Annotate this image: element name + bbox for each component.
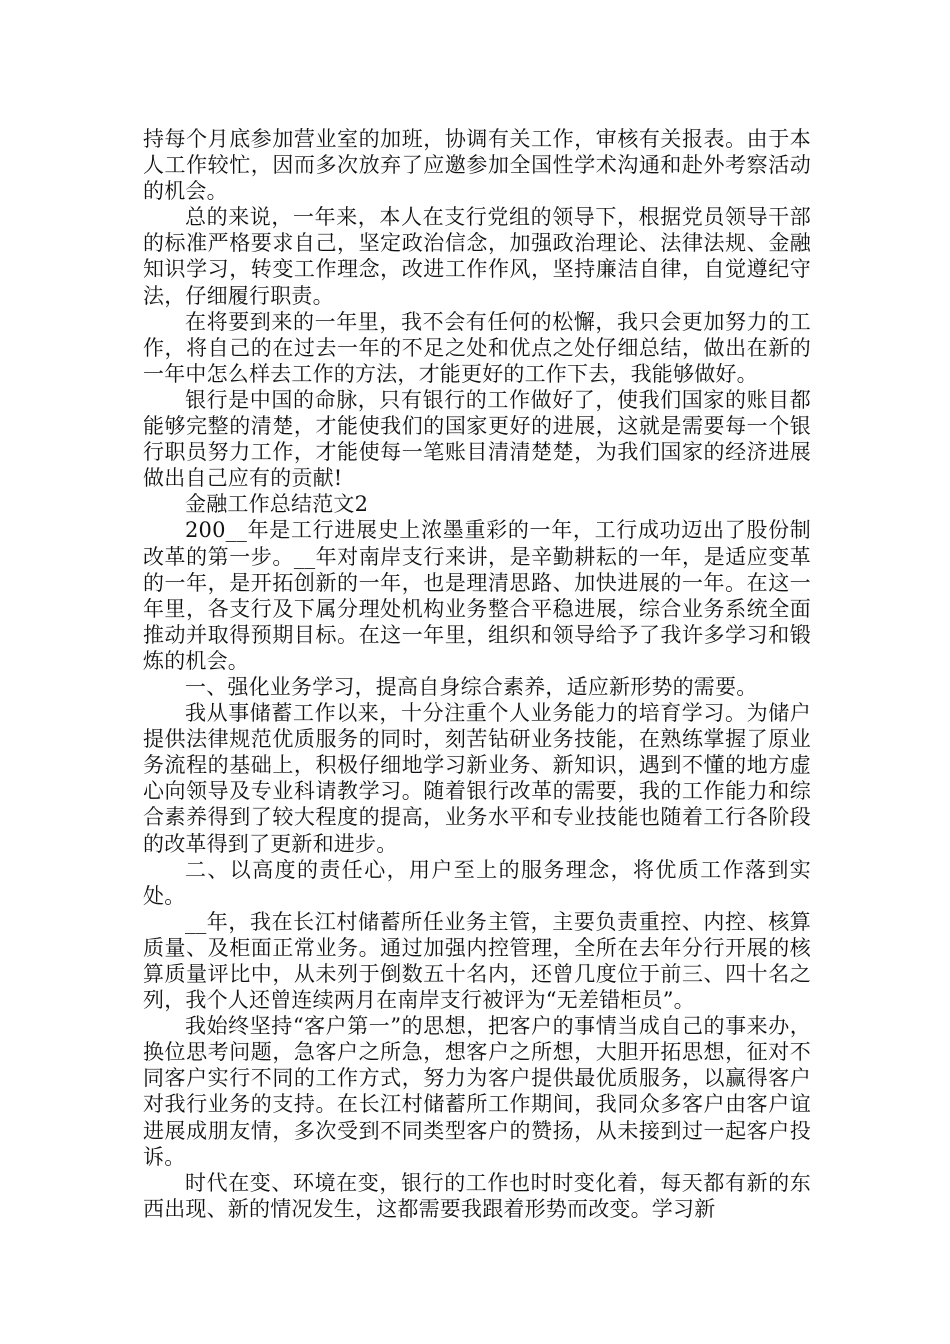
paragraph-customer-first: 我始终坚持“客户第一”的思想，把客户的事情当成自己的事来办，换位思考问题，急客户之所急，想客户之所想，大胆开拓思想，征对不同客户实行不同的工作方式，努力为客户提供最优质服务，以赢得客户对我行业务的支持。在长江村储蓄所工作期间，我同众多客户由客户谊进展成朋友情，多次受到不同类型客户的赞扬，从未接到过一起客户投诉。 <box>143 1014 811 1169</box>
section-heading: 金融工作总结范文2 <box>185 492 369 517</box>
paragraph-next-year: 在将要到来的一年里，我不会有任何的松懈，我只会更加努力的工作，将自己的在过去一年的不足之处和优点之处仔细总结，做出在新的一年中怎么样去工作的方法，才能更好的工作下去，我能够做好。 <box>143 309 811 386</box>
paragraph-point-two: 二、以高度的责任心，用户至上的服务理念，将优质工作落到实处。 <box>143 857 811 908</box>
paragraph-savings-work: 我从事储蓄工作以来，十分注重个人业务能力的培育学习。为储户提供法律规范优质服务的同时，刻苦钻研业务技能，在熟练掌握了原业务流程的基础上，积极仔细地学习新业务、新知识，遇到不懂的地方虚心向领导及专业科请教学习。随着银行改革的需要，我的工作能力和综合素养得到了较大程度的提高，业务水平和专业技能也随着工行各阶段的改革得到了更新和进步。 <box>143 701 811 856</box>
document-body <box>143 126 811 1222</box>
paragraph-changing-times: 时代在变、环境在变，银行的工作也时时变化着，每天都有新的东西出现、新的情况发生，这都需要我跟着形势而改变。学习新 <box>143 1170 811 1221</box>
paragraph-supervisor: __年，我在长江村储蓄所任业务主管，主要负责重控、内控、核算质量、及柜面正常业务。通过加强内控管理，全所在去年分行开展的核算质量评比中，从未列于倒数五十名内，还曾几度位于前三、四十名之列，我个人还曾连续两月在南岸支行被评为“无差错柜员”。 <box>143 909 811 1013</box>
paragraph-point-one: 一、强化业务学习，提高自身综合素养，适应新形势的需要。 <box>185 674 758 699</box>
paragraph-reform-year: 200__年是工行进展史上浓墨重彩的一年，工行成功迈出了股份制改革的第一步。__年对南岸支行来讲，是辛勤耕耘的一年，是适应变革的一年，是开拓创新的一年，也是理清思路、加快进展的一年。在这一年里，各支行及下属分理处机构业务整合平稳进展，综合业务系统全面推动并取得预期目标。在这一年里，组织和领导给予了我许多学习和锻炼的机会。 <box>143 518 811 673</box>
paragraph-bank-lifeline: 银行是中国的命脉，只有银行的工作做好了，使我们国家的账目都能够完整的清楚，才能使我们的国家更好的进展，这就是需要每一个银行职员努力工作，才能使每一笔账目清清楚楚，为我们国家的经济进展做出自己应有的贡献! <box>143 387 811 491</box>
paragraph-continuation: 持每个月底参加营业室的加班，协调有关工作，审核有关报表。由于本人工作较忙，因而多次放弃了应邀参加全国性学术沟通和赴外考察活动的机会。 <box>143 127 811 204</box>
paragraph-summary: 总的来说，一年来，本人在支行党组的领导下，根据党员领导干部的标准严格要求自己，坚定政治信念，加强政治理论、法律法规、金融知识学习，转变工作理念，改进工作作风，坚持廉洁自律，自觉遵纪守法，仔细履行职责。 <box>143 205 811 308</box>
